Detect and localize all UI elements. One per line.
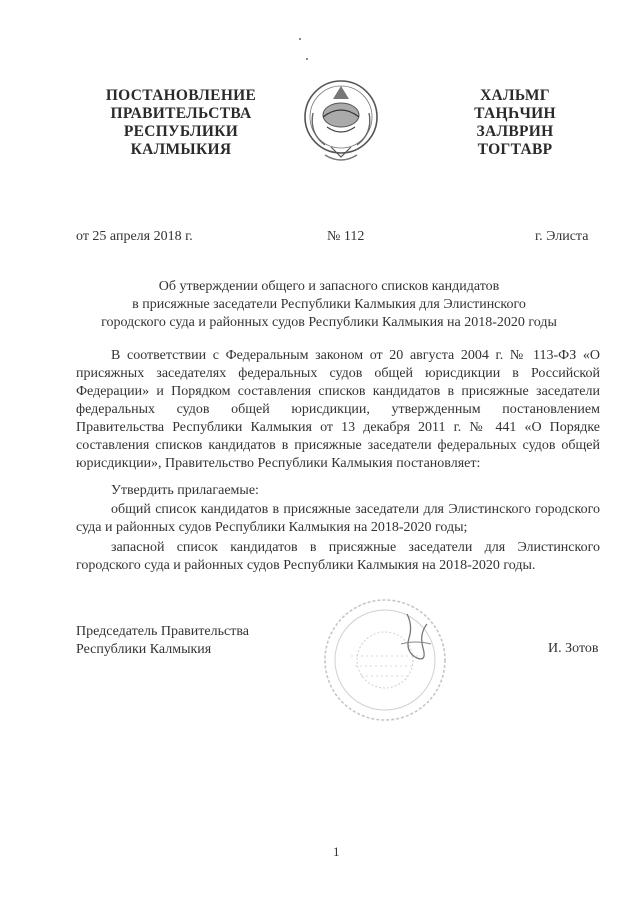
paragraph-preamble [76, 347, 600, 473]
paragraph-text: общий список кандидатов в присяжные заседатели для Элистинского городского суда и районных судов Республики Калмыкия на 2018-2020 годы; [76, 502, 600, 535]
header-left-title [96, 87, 266, 159]
paragraph-general-list [76, 501, 600, 537]
scan-speck [299, 38, 301, 40]
title-line: Об утверждении общего и запасного списков кандидатов [158, 279, 500, 294]
title-line: в присяжные заседатели Республики Калмыкия для Элистинского [132, 297, 526, 312]
signatory-position-line: Председатель Правительства [76, 624, 249, 639]
scan-speck [306, 58, 308, 60]
header-right-line: ТАҢҺЧИН [474, 105, 556, 122]
header-right-line: ХАЛЬМГ [480, 87, 550, 104]
handwritten-signature [393, 608, 437, 668]
paragraph-text: запасной список кандидатов в присяжные заседатели для Элистинского городского суда и районных судов Республики Калмыкия на 2018-2020 годы. [76, 540, 600, 573]
header-right-title [455, 87, 575, 159]
signatory-name: И. Зотов [548, 641, 599, 656]
header-left-line: КАЛМЫКИЯ [130, 141, 232, 158]
paragraph-text: Утвердить прилагаемые: [111, 483, 259, 498]
header-left-line: РЕСПУБЛИКИ [123, 123, 239, 140]
document-number: № 112 [327, 229, 365, 244]
header-left-line: ПРАВИТЕЛЬСТВА [110, 105, 252, 122]
header-left-line: ПОСТАНОВЛЕНИЕ [105, 87, 257, 104]
header-right-line: ЗАЛВРИН [476, 123, 554, 140]
paragraph-reserve-list [76, 539, 600, 575]
header-right-line: ТОГТАВР [477, 141, 553, 158]
document-title [86, 278, 572, 332]
paragraph-resolution [76, 482, 600, 500]
signatory-position-line: Республики Калмыкия [76, 642, 212, 657]
signatory-position [76, 623, 249, 659]
kalmykia-coat-of-arms-icon [301, 73, 381, 169]
paragraph-text: В соответствии с Федеральным законом от 20 августа 2004 г. № 113-ФЗ «О присяжных заседателях федеральных судов общей юрисдикции в Российской Федерации» и Порядком составления списков кандидатов в присяжные заседатели федеральных судов общей юрисдикции, утвержденным постановлением Правительства Республики Калмыкия от 13 декабря 2011 г. № 441 «О Порядке составления списков кандидатов в присяжные заседатели федеральных судов общей юрисдикции», Правительство Республики Калмыкия постановляет: [76, 348, 600, 471]
title-line: городского суда и районных судов Республики Калмыкия на 2018-2020 годы [101, 315, 557, 330]
document-city: г. Элиста [535, 229, 589, 244]
document-date: от 25 апреля 2018 г. [76, 229, 193, 244]
page-number: 1 [333, 844, 340, 859]
